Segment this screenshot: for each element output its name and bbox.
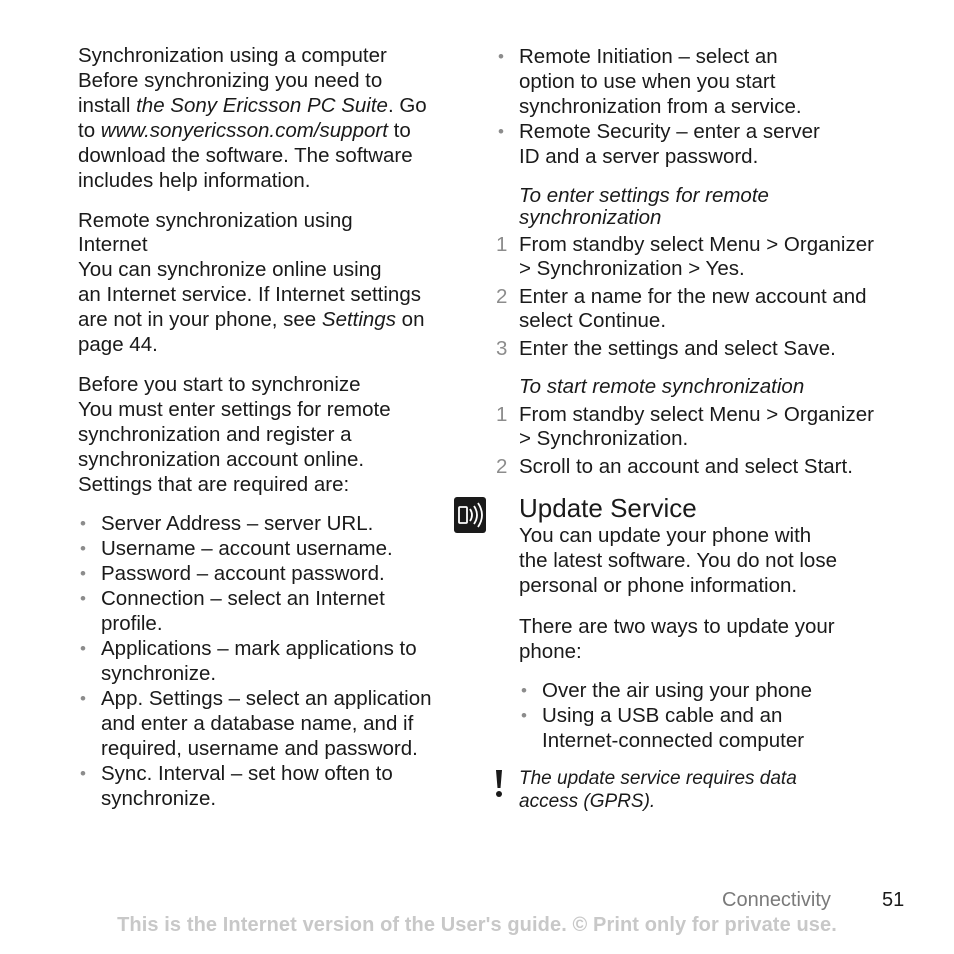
update-methods-list xyxy=(519,678,916,753)
settings-list xyxy=(78,511,458,811)
start-remote-steps xyxy=(496,403,916,479)
step-number: 3 xyxy=(496,337,508,360)
phone-service-icon xyxy=(454,497,486,533)
paragraph-line: There are two ways to update your xyxy=(519,615,835,638)
step-item: 2 Scroll to an account and select Start. xyxy=(496,455,853,478)
list-item: • Server Address – server URL. xyxy=(78,511,458,536)
step-number: 1 xyxy=(496,233,508,256)
note-line: The update service requires data xyxy=(519,768,797,789)
paragraph-line: Settings that are required are: xyxy=(78,473,350,496)
list-item: • Connection – select an Internet profile. xyxy=(78,586,458,636)
paragraph-line: synchronization account online. xyxy=(78,448,365,471)
step-number: 1 xyxy=(496,403,508,426)
list-item: • Username – account username. xyxy=(78,536,458,561)
step-item: 1 From standby select Menu > Organizer > Synchronization > Yes. xyxy=(496,233,874,280)
step-number: 2 xyxy=(496,285,508,308)
step-item: 3 Enter the settings and select Save. xyxy=(496,337,836,360)
list-item: • Remote Initiation – select an option to use when you start synchronization from a service. xyxy=(496,44,916,119)
paragraph-line: You must enter settings for remote xyxy=(78,398,391,421)
heading-enter-settings: To enter settings for remote xyxy=(519,184,769,207)
heading-start-remote: To start remote synchronization xyxy=(519,375,805,398)
step-item: 1 From standby select Menu > Organizer > Synchronization. xyxy=(496,403,874,450)
paragraph-line: to www.sonyericsson.com/support to xyxy=(78,119,411,142)
remote-list xyxy=(496,44,916,169)
list-item: • Remote Security – enter a server ID and a server password. xyxy=(496,119,916,169)
left-column xyxy=(78,44,458,811)
note-block xyxy=(519,767,916,813)
paragraph-line: page 44. xyxy=(78,333,158,356)
list-item: • Password – account password. xyxy=(78,561,458,586)
warning-icon xyxy=(489,769,509,799)
paragraph-line: includes help information. xyxy=(78,169,311,192)
list-item: • Using a USB cable and an Internet-connected computer xyxy=(519,703,916,753)
update-service-section xyxy=(496,493,916,813)
paragraph-line: phone: xyxy=(519,640,582,663)
paragraph-line: download the software. The software xyxy=(78,144,413,167)
page-number: 51 xyxy=(882,889,905,911)
footer-notice: This is the Internet version of the User's guide. © Print only for private use. xyxy=(117,914,837,936)
paragraph-line: an Internet service. If Internet settings xyxy=(78,283,421,306)
footer-section-name: Connectivity xyxy=(722,889,831,911)
enter-settings-steps xyxy=(496,233,916,361)
right-column xyxy=(496,44,916,813)
note-line: access (GPRS). xyxy=(519,791,656,812)
paragraph-line: You can synchronize online using xyxy=(78,258,382,281)
step-number: 2 xyxy=(496,455,508,478)
list-item: • App. Settings – select an application and enter a database name, and if required, username and password. xyxy=(78,686,458,761)
paragraph-line: Before synchronizing you need to xyxy=(78,69,383,92)
list-item: • Applications – mark applications to synchronize. xyxy=(78,636,458,686)
heading-enter-settings-2: synchronization xyxy=(519,206,662,229)
list-item: • Over the air using your phone xyxy=(519,678,916,703)
paragraph-line: personal or phone information. xyxy=(519,574,798,597)
support-url: www.sonyericsson.com/support xyxy=(100,119,388,142)
list-item: • Sync. Interval – set how often to synchronize. xyxy=(78,761,458,811)
paragraph-line: You can update your phone with xyxy=(519,524,812,547)
heading-remote-sync: Remote synchronization using xyxy=(78,209,353,232)
section-title-update: Update Service xyxy=(519,493,697,523)
paragraph-line: the latest software. You do not lose xyxy=(519,549,837,572)
paragraph-line: install the Sony Ericsson PC Suite. Go xyxy=(78,94,427,117)
paragraph-line: are not in your phone, see Settings on xyxy=(78,308,425,331)
heading-sync-computer: Synchronization using a computer xyxy=(78,44,387,67)
step-item: 2 Enter a name for the new account and select Continue. xyxy=(496,285,867,332)
heading-remote-sync-2: Internet xyxy=(78,233,148,256)
heading-before-start: Before you start to synchronize xyxy=(78,373,361,396)
paragraph-line: synchronization and register a xyxy=(78,423,352,446)
